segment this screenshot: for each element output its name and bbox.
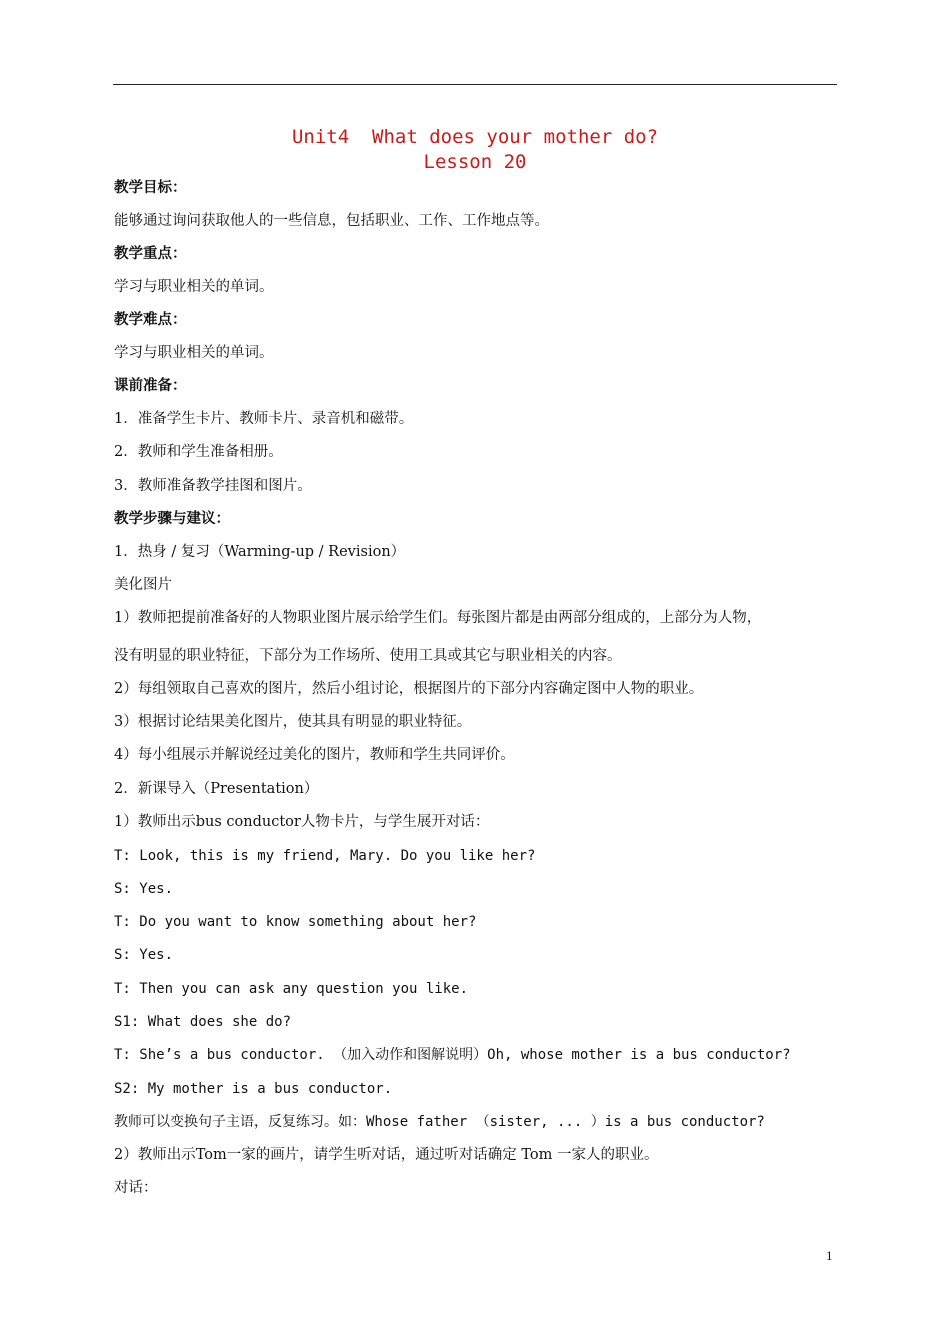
title-lesson: Lesson 20 xyxy=(423,151,527,173)
text-beautify: 美化图片 xyxy=(114,577,172,593)
paragraph-line: 4）每小组展示并解说经过美化的图片，教师和学生共同评价。 xyxy=(114,747,515,763)
prep-item-3: 3．教师准备教学挂图和图片。 xyxy=(114,478,312,494)
page-number: 1 xyxy=(826,1248,833,1263)
prep-item-2: 2．教师和学生准备相册。 xyxy=(114,444,283,460)
step-1-warmup: 1．热身 / 复习（Warming-up / Revision） xyxy=(114,544,406,560)
text-objectives: 能够通过询问获取他人的一些信息，包括职业、工作、工作地点等。 xyxy=(114,213,549,229)
dialogue-line: S2: My mother is a bus conductor. xyxy=(114,1081,393,1097)
heading-key-points: 教学重点： xyxy=(114,245,187,262)
dialogue-line: T: She’s a bus conductor. （加入动作和图解说明）Oh, whose mother is a bus conductor? xyxy=(114,1047,791,1063)
dialogue-line: S: Yes. xyxy=(114,947,174,963)
prep-item-1: 1．准备学生卡片、教师卡片、录音机和磁带。 xyxy=(114,411,414,427)
text-key-points: 学习与职业相关的单词。 xyxy=(114,279,274,295)
heading-steps: 教学步骤与建议： xyxy=(114,510,230,527)
header-rule xyxy=(113,84,837,85)
paragraph-line: 没有明显的职业特征，下部分为工作场所、使用工具或其它与职业相关的内容。 xyxy=(114,648,622,664)
paragraph-line: 1）教师把提前准备好的人物职业图片展示给学生们。每张图片都是由两部分组成的，上部分为人物， xyxy=(114,610,762,626)
step-2-presentation: 2．新课导入（Presentation） xyxy=(114,781,319,797)
dialogue-line: T: Do you want to know something about her? xyxy=(114,914,477,930)
paragraph-line: 1）教师出示bus conductor人物卡片，与学生展开对话： xyxy=(114,814,490,830)
title-unit: Unit4 What does your mother do? xyxy=(291,126,659,148)
dialogue-line: T: Then you can ask any question you like. xyxy=(114,981,469,997)
heading-difficulties: 教学难点： xyxy=(114,311,187,328)
paragraph-line: 3）根据讨论结果美化图片，使其具有明显的职业特征。 xyxy=(114,714,472,730)
heading-preparation: 课前准备： xyxy=(114,377,187,394)
dialogue-line: S1: What does she do? xyxy=(114,1014,292,1030)
paragraph-line: 教师可以变换句子主语，反复练习。如：Whose father （sister, ... ）is a bus conductor? xyxy=(114,1114,765,1130)
text-dialogue-label: 对话： xyxy=(114,1180,158,1196)
dialogue-line: T: Look, this is my friend, Mary. Do you like her? xyxy=(114,848,536,864)
dialogue-line: S: Yes. xyxy=(114,881,174,897)
paragraph-line: 2）教师出示Tom一家的画片，请学生听对话，通过听对话确定 Tom 一家人的职业。 xyxy=(114,1147,659,1163)
heading-objectives: 教学目标： xyxy=(114,179,187,196)
paragraph-line: 2）每组领取自己喜欢的图片，然后小组讨论，根据图片的下部分内容确定图中人物的职业。 xyxy=(114,681,704,697)
text-difficulties: 学习与职业相关的单词。 xyxy=(114,345,274,361)
